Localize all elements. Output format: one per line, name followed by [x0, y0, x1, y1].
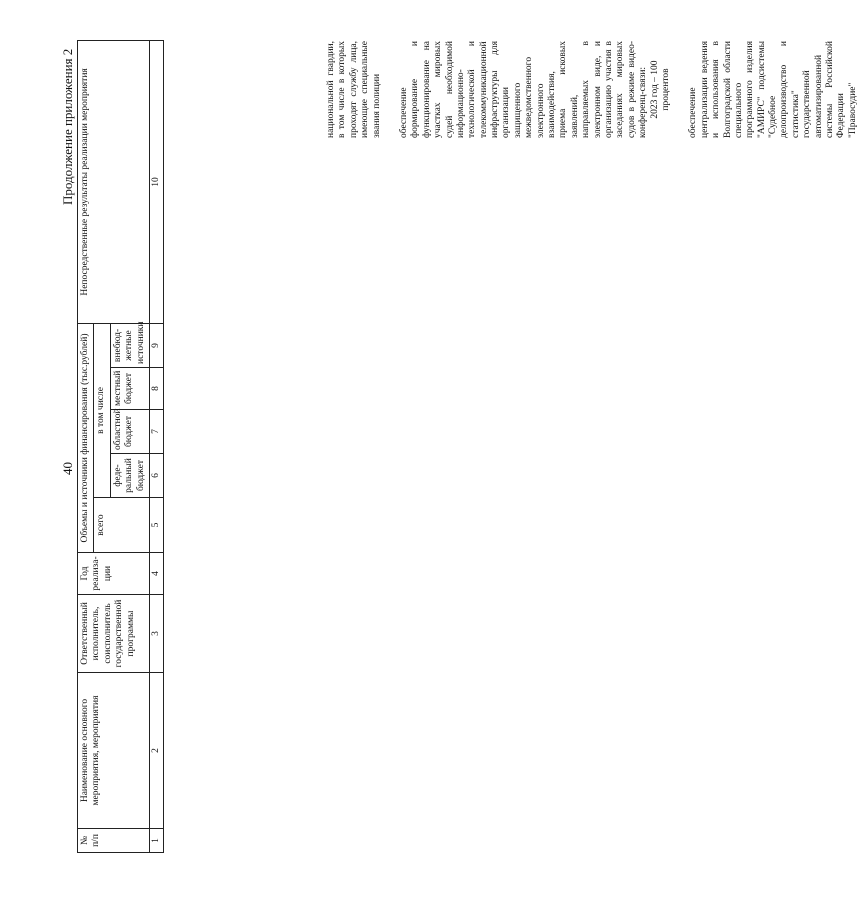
- header-results: Непосредственные результаты реализации мероприятия: [78, 40, 150, 323]
- header-total: всего: [94, 498, 150, 553]
- header-local: местный бюджет: [110, 368, 149, 410]
- header-regional: областной бюджет: [110, 410, 149, 454]
- header-federal: феде-ральный бюджет: [110, 454, 149, 498]
- header-executor: Ответственный исполнитель, соисполнитель государственной программы: [78, 595, 150, 673]
- results-column-text: [326, 41, 859, 138]
- results-paragraph: обеспечение централизации ведения и использования в Волгоградской области специального программного изделия "АМИРС" подсистемы "Судебное делопроизводство и статистика" государственной автоматизированной системы Российской Федерации "Правосудие": [688, 41, 858, 138]
- results-paragraph: обеспечение формирование и функционирование на участках мировых судей необходимой информационно-технологической и телекоммуникационной инфраструктуры для организации защищенного межведомственного электронного взаимодействия, приема исковых заявлений, направляемых в электронном виде, и организацию участия в заседаниях мировых судов в режиме видео-конференц-связи:: [398, 41, 649, 138]
- col-number: 4: [149, 553, 163, 595]
- col-number: 2: [149, 673, 163, 829]
- header-name: Наименование основного мероприятия, мероприятия: [78, 673, 150, 829]
- col-number: 3: [149, 595, 163, 673]
- col-number: 5: [149, 498, 163, 553]
- results-target: 2023 год – 100 процентов: [649, 60, 671, 119]
- results-paragraph: национальной гвардии, в том числе в которых проходят службу лица, имеющие специальные звания полиции: [326, 41, 382, 138]
- header-offbudget: внебюд-жетные источники: [110, 323, 149, 367]
- column-number-row: [149, 40, 163, 852]
- col-number: 9: [149, 323, 163, 367]
- header-num: № п/п: [78, 829, 150, 853]
- financing-table: [77, 40, 164, 853]
- col-number: 7: [149, 410, 163, 454]
- col-number: 1: [149, 829, 163, 853]
- header-volumes: Объемы и источники финансирования (тыс.рублей): [78, 323, 94, 552]
- col-number: 10: [149, 40, 163, 323]
- col-number: 6: [149, 454, 163, 498]
- header-year: Год реализа-ции: [78, 553, 150, 595]
- page-number: 40: [60, 462, 75, 475]
- continuation-label: Продолжение приложения 2: [60, 48, 75, 205]
- header-incl: в том числе: [94, 323, 110, 497]
- col-number: 8: [149, 368, 163, 410]
